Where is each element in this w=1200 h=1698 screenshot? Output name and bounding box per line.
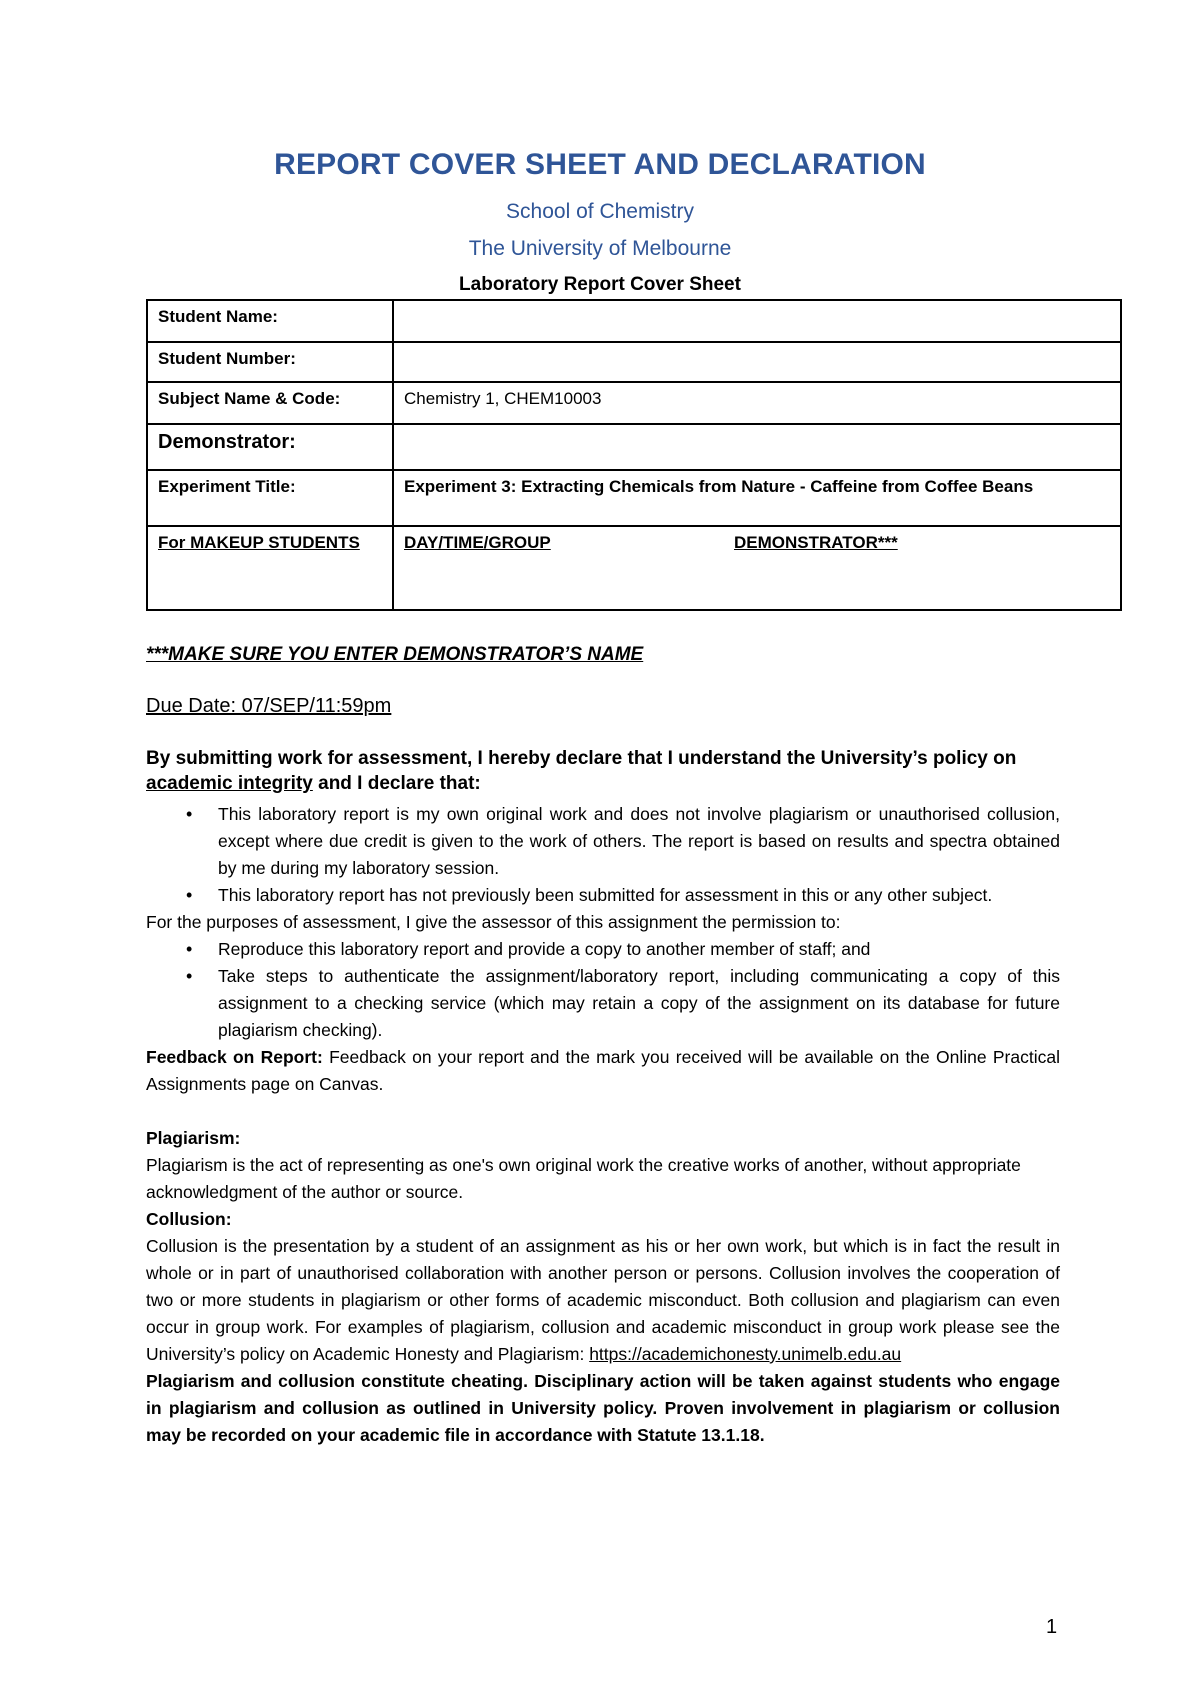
declaration-intro-text: By submitting work for assessment, I hereby declare that I understand the University’s policy on [146, 748, 1017, 769]
due-date: Due Date: 07/SEP/11:59pm [146, 695, 392, 717]
collusion-heading: Collusion: [146, 1209, 232, 1229]
list-item: • This laboratory report has not previously been submitted for assessment in this or any other subject. [218, 882, 1060, 909]
demonstrator-warning: ***MAKE SURE YOU ENTER DEMONSTRATOR’S NAME [146, 644, 644, 665]
plagiarism-heading: Plagiarism: [146, 1128, 241, 1148]
permission-text: For the purposes of assessment, I give the assessor of this assignment the permission to: [146, 912, 841, 932]
school-name: School of Chemistry [506, 200, 694, 223]
makeup-daytime-label: DAY/TIME/GROUP [404, 533, 551, 552]
subject-value: Chemistry 1, CHEM10003 [393, 382, 1121, 424]
student-number-label: Student Number: [147, 342, 393, 382]
declaration-intro [146, 746, 1060, 796]
sheet-title: Laboratory Report Cover Sheet [459, 274, 741, 295]
declaration-body [146, 801, 1060, 1449]
subject-label: Subject Name & Code: [147, 382, 393, 424]
makeup-students-label: For MAKEUP STUDENTS [147, 526, 393, 610]
experiment-title-value: Experiment 3: Extracting Chemicals from Nature - Caffeine from Coffee Beans [393, 470, 1121, 526]
student-number-field[interactable] [393, 342, 1121, 382]
university-name: The University of Melbourne [468, 237, 732, 260]
declaration-intro-tail: and I declare that: [312, 773, 481, 794]
table-row [147, 300, 1121, 342]
table-row [147, 342, 1121, 382]
list-item: • Reproduce this laboratory report and provide a copy to another member of staff; and [218, 936, 1060, 963]
academic-honesty-link[interactable]: https://academichonesty.unimelb.edu.au [589, 1344, 902, 1364]
permission-list [146, 936, 1060, 1044]
closing-statement: Plagiarism and collusion constitute cheating. Disciplinary action will be taken against students who engage in plagiarism and collusion as outlined in University policy. Proven involvement in plagiarism or collusion may be recorded on your academic file in accordance with Statute 13.1.18. [146, 1371, 1060, 1445]
feedback-text: Feedback on your report and the mark you received will be available on the Online Practical Assignments page on Canvas. [146, 1047, 1060, 1094]
demonstrator-label: Demonstrator: [147, 424, 393, 470]
table-row [147, 470, 1121, 526]
declaration-list [146, 801, 1060, 909]
list-item: • This laboratory report is my own original work and does not involve plagiarism or unauthorised collusion, except where due credit is given to the work of others. The report is based on results and spectra obtained by me during my laboratory session. [218, 801, 1060, 882]
table-row [147, 424, 1121, 470]
student-name-field[interactable] [393, 300, 1121, 342]
page-number: 1 [1046, 1616, 1058, 1638]
table-row [147, 526, 1121, 610]
page-title: REPORT COVER SHEET AND DECLARATION [274, 148, 926, 181]
academic-integrity-link[interactable]: academic integrity [146, 773, 313, 794]
makeup-demonstrator-label: DEMONSTRATOR*** [734, 533, 898, 552]
plagiarism-text: Plagiarism is the act of representing as one's own original work the creative works of another, without appropriate acknowledgment of the author or source. [146, 1155, 1021, 1202]
table-row [147, 382, 1121, 424]
collusion-paragraph [146, 1233, 1060, 1368]
feedback-paragraph [146, 1044, 1060, 1098]
experiment-title-label: Experiment Title: [147, 470, 393, 526]
cover-sheet-table [146, 299, 1122, 611]
collusion-text: Collusion is the presentation by a student of an assignment as his or her own work, but which is in fact the result in whole or in part of unauthorised collaboration with another person or persons. Collusion involves the cooperation of two or more students in plagiarism or other forms of academic misconduct. Both collusion and plagiarism can even occur in group work. For examples of plagiarism, collusion and academic misconduct in group work please see the University’s policy on Academic Honesty and Plagiarism: [146, 1236, 1060, 1364]
student-name-label: Student Name: [147, 300, 393, 342]
feedback-label: Feedback on Report: [146, 1047, 323, 1067]
makeup-field[interactable] [393, 526, 1121, 610]
list-item: • Take steps to authenticate the assignment/laboratory report, including communicating a copy of this assignment to a checking service (which may retain a copy of the assignment on its database for future plagiarism checking). [218, 963, 1060, 1044]
demonstrator-field[interactable] [393, 424, 1121, 470]
